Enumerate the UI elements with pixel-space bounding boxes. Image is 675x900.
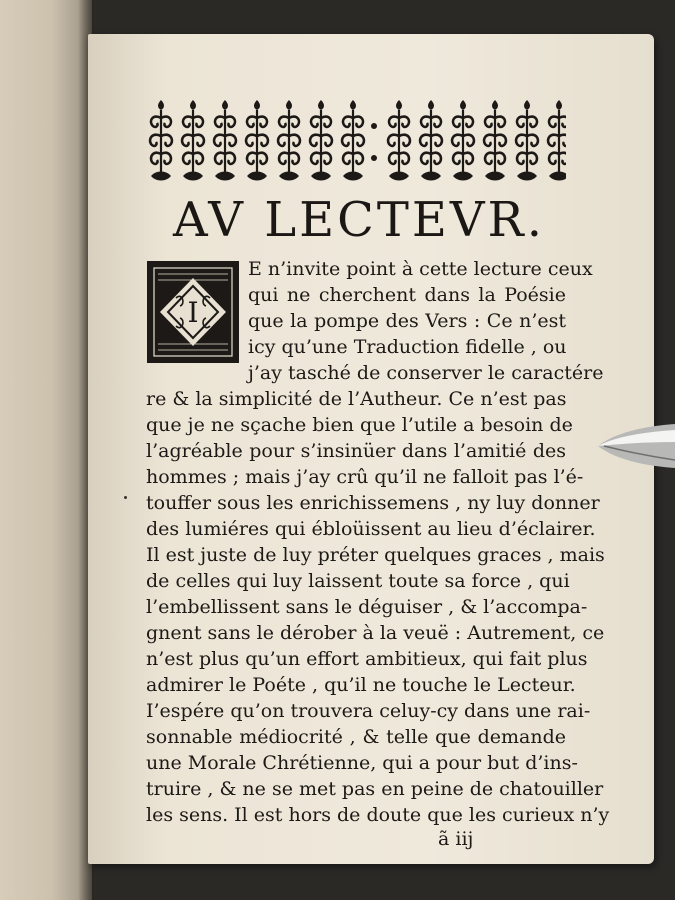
text-line: qui ne cherchent dans la Poésie xyxy=(248,284,566,306)
text-line: les sens. Il est hors de doute que les curieux n’y xyxy=(146,804,610,826)
pen-tip xyxy=(598,420,675,472)
text-line: icy qu’une Traduction fidelle , ou xyxy=(248,336,567,358)
text-line: gnent sans le dérober à la veuë : Autrement, ce xyxy=(146,622,605,644)
text-line: Il est juste de luy préter quelques graces , mais xyxy=(146,544,605,566)
text-line: re & la simplicité de l’Autheur. Ce n’est pas xyxy=(146,388,567,410)
text-line: truire , & ne se met pas en peine de chatouiller xyxy=(146,778,604,800)
text-line: E n’invite point à cette lecture ceux xyxy=(248,258,593,280)
text-line: sonnable médiocrité , & telle que demande xyxy=(146,726,566,748)
decorated-initial xyxy=(146,260,240,364)
text-line: j’ay tasché de conserver le caractére xyxy=(248,362,604,384)
text-line: admirer le Poéte , qu’il ne touche le Lecteur. xyxy=(146,674,576,696)
text-line: que la pompe des Vers : Ce n’est xyxy=(248,310,566,332)
text-line: l’agréable pour s’insinüer dans l’amitié des xyxy=(146,440,566,462)
text-line: une Morale Chrétienne, qui a pour but d’ins- xyxy=(146,752,578,774)
text-line: de celles qui luy laissent toute sa force , qui xyxy=(146,570,570,592)
text-line: touffer sous les enrichissemens , ny luy donner xyxy=(146,492,600,514)
dropcap-letter: I xyxy=(187,296,199,329)
page-title: AV LECTEVR. xyxy=(173,192,545,248)
text-line: des lumiéres qui ébloüissent au lieu d’éclairer. xyxy=(146,518,596,540)
text-line: hommes ; mais j’ay crû qu’il ne falloit pas l’é- xyxy=(146,466,584,488)
headpiece-ornament xyxy=(146,96,566,186)
text-line: l’embellissent sans le déguiser , & l’accompa- xyxy=(146,596,588,618)
text-line: I’espére qu’on trouvera celuy-cy dans une rai- xyxy=(146,700,591,722)
book-page xyxy=(88,34,654,864)
signature-mark: ã iij xyxy=(438,828,474,850)
margin-ink-dot xyxy=(124,496,127,499)
text-line: que je ne sçache bien que l’utile a besoin de xyxy=(146,414,573,436)
text-line: n’est plus qu’un effort ambitieux, qui fait plus xyxy=(146,648,588,670)
